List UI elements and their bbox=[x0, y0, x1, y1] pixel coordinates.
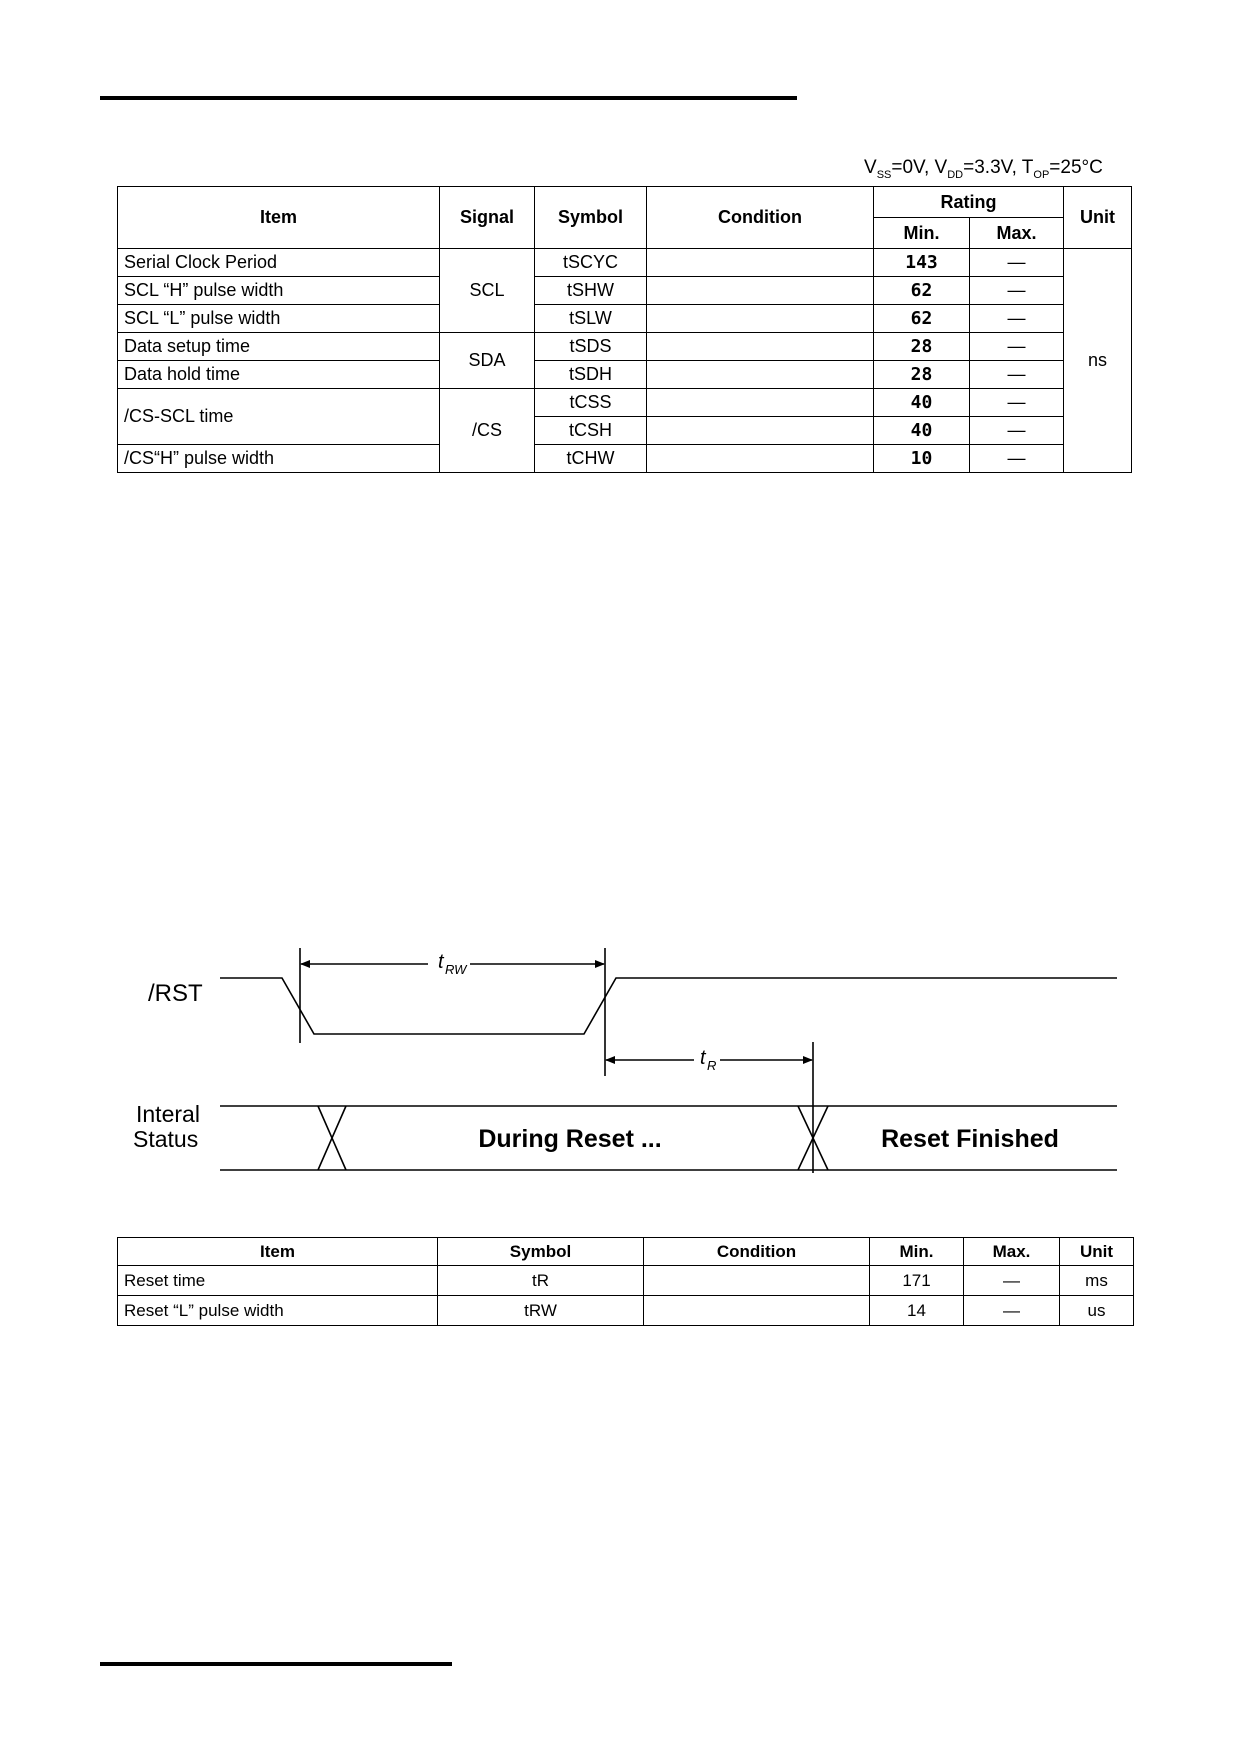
table-row bbox=[118, 333, 1132, 361]
max-cell: — bbox=[970, 445, 1064, 473]
item-cell: Data hold time bbox=[118, 361, 440, 389]
max-cell: — bbox=[970, 389, 1064, 417]
max-cell: — bbox=[964, 1266, 1060, 1296]
header-min: Min. bbox=[870, 1238, 964, 1266]
max-cell: — bbox=[970, 249, 1064, 277]
header-max: Max. bbox=[970, 218, 1064, 249]
item-cell: Reset “L” pulse width bbox=[118, 1296, 438, 1326]
symbol-cell: tSCYC bbox=[535, 249, 647, 277]
symbol-cell: tSHW bbox=[535, 277, 647, 305]
table-row bbox=[118, 361, 1132, 389]
footer-rule bbox=[100, 1662, 452, 1666]
unit-cell: us bbox=[1060, 1296, 1134, 1326]
max-cell: — bbox=[970, 305, 1064, 333]
condition-cell bbox=[644, 1296, 870, 1326]
unit-cell: ns bbox=[1064, 249, 1132, 473]
tr-symbol: t bbox=[700, 1047, 706, 1069]
min-cell: 14 bbox=[870, 1296, 964, 1326]
min-cell: 171 bbox=[870, 1266, 964, 1296]
rst-waveform bbox=[220, 978, 1117, 1034]
item-cell: Reset time bbox=[118, 1266, 438, 1296]
max-cell: — bbox=[970, 361, 1064, 389]
condition-cell bbox=[647, 417, 874, 445]
condition-cell bbox=[644, 1266, 870, 1296]
header-symbol: Symbol bbox=[438, 1238, 644, 1266]
symbol-cell: tSDH bbox=[535, 361, 647, 389]
status-label-line2: Status bbox=[133, 1126, 199, 1152]
min-cell: 62 bbox=[874, 305, 970, 333]
unit-cell: ms bbox=[1060, 1266, 1134, 1296]
signal-cell: /CS bbox=[440, 389, 535, 473]
header-max: Max. bbox=[964, 1238, 1060, 1266]
top-value: 25°C bbox=[1060, 157, 1103, 178]
reset-timing-table bbox=[117, 1237, 1134, 1326]
symbol-cell: tSLW bbox=[535, 305, 647, 333]
condition-cell bbox=[647, 445, 874, 473]
rst-label: /RST bbox=[148, 980, 203, 1007]
status-transition-1 bbox=[318, 1106, 346, 1170]
header-item: Item bbox=[118, 1238, 438, 1266]
reset-timing-diagram bbox=[0, 930, 1240, 1190]
min-cell: 28 bbox=[874, 333, 970, 361]
item-cell: Serial Clock Period bbox=[118, 249, 440, 277]
min-cell: 40 bbox=[874, 389, 970, 417]
header-item: Item bbox=[118, 187, 440, 249]
header-signal: Signal bbox=[440, 187, 535, 249]
header-rating: Rating bbox=[874, 187, 1064, 218]
condition-cell bbox=[647, 361, 874, 389]
table-row bbox=[118, 1266, 1134, 1296]
max-cell: — bbox=[970, 333, 1064, 361]
symbol-cell: tCSS bbox=[535, 389, 647, 417]
trw-subscript: RW bbox=[445, 962, 467, 977]
item-cell: /CS-SCL time bbox=[118, 389, 440, 445]
status-label-line1: Interal bbox=[136, 1101, 200, 1127]
table-row bbox=[118, 389, 1132, 417]
vdd-value: 3.3V bbox=[974, 157, 1012, 178]
vss-value: 0V bbox=[902, 157, 924, 178]
header-condition: Condition bbox=[644, 1238, 870, 1266]
table-row bbox=[118, 277, 1132, 305]
min-cell: 62 bbox=[874, 277, 970, 305]
during-reset-label: During Reset ... bbox=[478, 1125, 662, 1153]
symbol-cell: tCSH bbox=[535, 417, 647, 445]
tr-subscript: R bbox=[707, 1058, 717, 1073]
header-min: Min. bbox=[874, 218, 970, 249]
min-cell: 28 bbox=[874, 361, 970, 389]
min-cell: 40 bbox=[874, 417, 970, 445]
max-cell: — bbox=[970, 417, 1064, 445]
min-cell: 143 bbox=[874, 249, 970, 277]
symbol-cell: tR bbox=[438, 1266, 644, 1296]
header-unit: Unit bbox=[1064, 187, 1132, 249]
item-cell: SCL “H” pulse width bbox=[118, 277, 440, 305]
min-cell: 10 bbox=[874, 445, 970, 473]
item-cell: Data setup time bbox=[118, 333, 440, 361]
item-cell: SCL “L” pulse width bbox=[118, 305, 440, 333]
table-row bbox=[118, 1296, 1134, 1326]
condition-cell bbox=[647, 333, 874, 361]
condition-cell bbox=[647, 389, 874, 417]
serial-timing-table bbox=[117, 186, 1132, 473]
table-row bbox=[118, 249, 1132, 277]
header-rule bbox=[100, 96, 797, 100]
condition-cell bbox=[647, 249, 874, 277]
symbol-cell: tRW bbox=[438, 1296, 644, 1326]
condition-cell bbox=[647, 305, 874, 333]
max-cell: — bbox=[964, 1296, 1060, 1326]
header-condition: Condition bbox=[647, 187, 874, 249]
signal-cell: SCL bbox=[440, 249, 535, 333]
symbol-cell: tSDS bbox=[535, 333, 647, 361]
operating-conditions: $V_{SS}=0V$, $V_{DD}=3.3V$, $T_{OP}=25^\circ C$ bbox=[864, 157, 1103, 181]
item-cell: /CS“H” pulse width bbox=[118, 445, 440, 473]
symbol-cell: tCHW bbox=[535, 445, 647, 473]
signal-cell: SDA bbox=[440, 333, 535, 389]
table-row bbox=[118, 305, 1132, 333]
trw-symbol: t bbox=[438, 951, 444, 973]
table-row bbox=[118, 445, 1132, 473]
condition-cell bbox=[647, 277, 874, 305]
header-unit: Unit bbox=[1060, 1238, 1134, 1266]
reset-finished-label: Reset Finished bbox=[881, 1125, 1059, 1153]
max-cell: — bbox=[970, 277, 1064, 305]
header-symbol: Symbol bbox=[535, 187, 647, 249]
